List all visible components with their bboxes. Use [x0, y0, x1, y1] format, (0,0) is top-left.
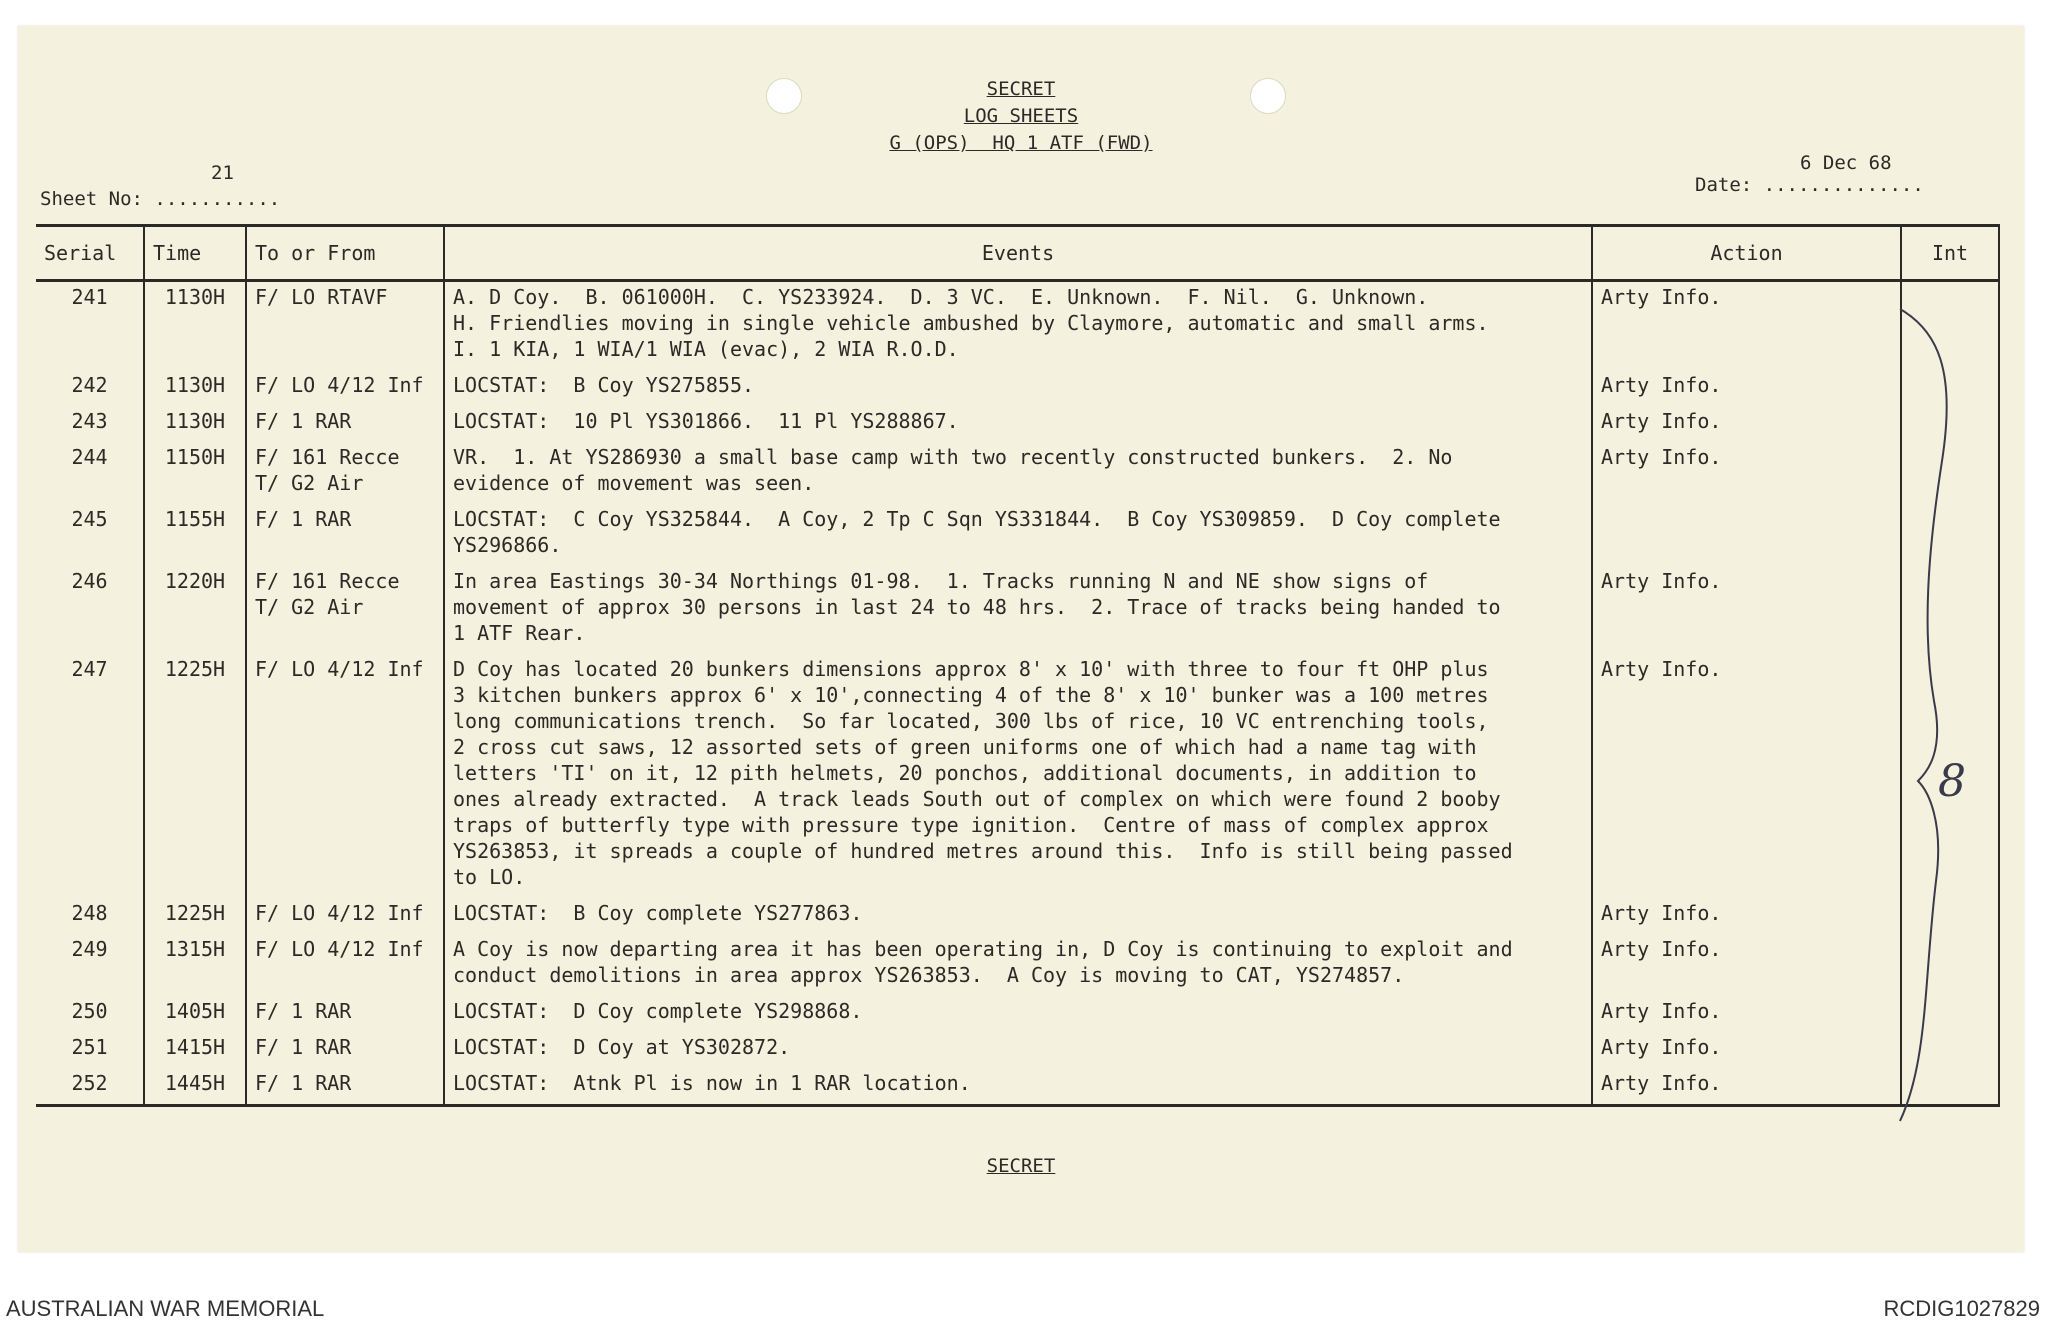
cell-events: LOCSTAT: B Coy complete YS277863.	[444, 898, 1592, 934]
cell-to-or-from: F/ LO 4/12 Inf	[246, 934, 444, 996]
cell-time: 1130H	[144, 281, 246, 371]
table-row	[36, 281, 1999, 371]
cell-action	[1592, 504, 1901, 566]
cell-events: A Coy is now departing area it has been operating in, D Coy is continuing to exploit and conduct demolitions in area approx YS263853. A Coy is moving to CAT, YS274857.	[444, 934, 1592, 996]
classification-footer: SECRET	[986, 1155, 1056, 1177]
date-value: 6 Dec 68	[1800, 152, 1892, 174]
cell-time: 1405H	[144, 996, 246, 1032]
cell-to-or-from: F/ 161 Recce T/ G2 Air	[246, 566, 444, 654]
cell-events: VR. 1. At YS286930 a small base camp with two recently constructed bunkers. 2. No evidence of movement was seen.	[444, 442, 1592, 504]
cell-serial: 251	[36, 1032, 144, 1068]
cell-int	[1901, 370, 1999, 406]
sheet-label: Sheet No:	[40, 188, 143, 210]
cell-to-or-from: F/ LO 4/12 Inf	[246, 370, 444, 406]
cell-int	[1901, 898, 1999, 934]
cell-serial: 248	[36, 898, 144, 934]
cell-action: Arty Info.	[1592, 442, 1901, 504]
cell-action: Arty Info.	[1592, 898, 1901, 934]
table-row	[36, 504, 1999, 566]
cell-action: Arty Info.	[1592, 566, 1901, 654]
cell-events: LOCSTAT: C Coy YS325844. A Coy, 2 Tp C Sqn YS331844. B Coy YS309859. D Coy complete YS296866.	[444, 504, 1592, 566]
cell-events: LOCSTAT: B Coy YS275855.	[444, 370, 1592, 406]
cell-events: In area Eastings 30-34 Northings 01-98. 1. Tracks running N and NE show signs of movement of approx 30 persons in last 24 to 48 hrs. 2. Trace of tracks being handed to 1 ATF Rear.	[444, 566, 1592, 654]
archive-strip	[0, 1292, 2048, 1329]
cell-int	[1901, 1032, 1999, 1068]
col-header-to-or-from: To or From	[246, 226, 444, 281]
cell-to-or-from: F/ LO RTAVF	[246, 281, 444, 371]
cell-to-or-from: F/ 1 RAR	[246, 504, 444, 566]
col-header-int: Int	[1901, 226, 1999, 281]
cell-action: Arty Info.	[1592, 934, 1901, 996]
col-header-serial: Serial	[36, 226, 144, 281]
table-row	[36, 1032, 1999, 1068]
cell-int	[1901, 1068, 1999, 1106]
cell-serial: 244	[36, 442, 144, 504]
cell-action: Arty Info.	[1592, 654, 1901, 898]
cell-to-or-from: F/ 1 RAR	[246, 1068, 444, 1106]
cell-int	[1901, 281, 1999, 371]
cell-to-or-from: F/ LO 4/12 Inf	[246, 654, 444, 898]
date-label-text: Date:	[1695, 174, 1753, 196]
col-header-action: Action	[1592, 226, 1901, 281]
unit-title: G (OPS) HQ 1 ATF (FWD)	[889, 132, 1153, 154]
date-label	[1695, 174, 1924, 196]
cell-action: Arty Info.	[1592, 996, 1901, 1032]
cell-int	[1901, 654, 1999, 898]
cell-action: Arty Info.	[1592, 406, 1901, 442]
cell-serial: 242	[36, 370, 144, 406]
log-table	[36, 224, 2000, 1107]
cell-serial: 243	[36, 406, 144, 442]
cell-action: Arty Info.	[1592, 281, 1901, 371]
int-handwritten-mark: 8	[1938, 756, 1966, 807]
cell-action: Arty Info.	[1592, 1068, 1901, 1106]
cell-events: A. D Coy. B. 061000H. C. YS233924. D. 3 VC. E. Unknown. F. Nil. G. Unknown. H. Friendlies moving in single vehicle ambushed by Claymore, automatic and small arms. I. 1 KIA, 1 WIA/1 WIA (evac), 2 WIA R.O.D.	[444, 281, 1592, 371]
archive-id: RCDIG1027829	[1883, 1296, 2040, 1321]
table-row	[36, 934, 1999, 996]
date-dots: ..............	[1763, 174, 1924, 196]
cell-int	[1901, 934, 1999, 996]
cell-events: LOCSTAT: Atnk Pl is now in 1 RAR location.	[444, 1068, 1592, 1106]
cell-to-or-from: F/ 161 Recce T/ G2 Air	[246, 442, 444, 504]
cell-events: LOCSTAT: D Coy complete YS298868.	[444, 996, 1592, 1032]
cell-action: Arty Info.	[1592, 370, 1901, 406]
cell-to-or-from: F/ LO 4/12 Inf	[246, 898, 444, 934]
cell-int	[1901, 442, 1999, 504]
cell-time: 1415H	[144, 1032, 246, 1068]
col-header-time: Time	[144, 226, 246, 281]
cell-time: 1130H	[144, 370, 246, 406]
cell-int	[1901, 996, 1999, 1032]
cell-to-or-from: F/ 1 RAR	[246, 996, 444, 1032]
cell-events: D Coy has located 20 bunkers dimensions approx 8' x 10' with three to four ft OHP plus 3 kitchen bunkers approx 6' x 10',connecting 4 of the 8' x 10' bunker was a 100 metres long communications trench. So far located, 300 lbs of rice, 10 VC entrenching tools, 2 cross cut saws, 12 assorted sets of green uniforms one of which had a name tag with letters 'TI' on it, 12 pith helmets, 20 ponchos, additional documents, in addition to ones already extracted. A track leads South out of complex on which were found 2 booby traps of butterfly type with pressure type ignition. Centre of mass of complex approx YS263853, it spreads a couple of hundred metres around this. Info is still being passed to LO.	[444, 654, 1592, 898]
cell-int	[1901, 504, 1999, 566]
sheet-dots: ...........	[154, 188, 281, 210]
cell-to-or-from: F/ 1 RAR	[246, 1032, 444, 1068]
cell-events: LOCSTAT: D Coy at YS302872.	[444, 1032, 1592, 1068]
col-header-events: Events	[444, 226, 1592, 281]
table-row	[36, 406, 1999, 442]
cell-time: 1225H	[144, 654, 246, 898]
sheet-number-value: 21	[211, 162, 234, 184]
sheet-title: LOG SHEETS	[963, 105, 1079, 127]
cell-int	[1901, 566, 1999, 654]
cell-serial: 246	[36, 566, 144, 654]
cell-time: 1315H	[144, 934, 246, 996]
cell-serial: 250	[36, 996, 144, 1032]
cell-serial: 249	[36, 934, 144, 996]
cell-time: 1225H	[144, 898, 246, 934]
table-header-row	[36, 226, 1999, 281]
archive-source: AUSTRALIAN WAR MEMORIAL	[6, 1296, 325, 1321]
classification-header: SECRET	[986, 78, 1056, 100]
cell-action: Arty Info.	[1592, 1032, 1901, 1068]
table-row	[36, 898, 1999, 934]
table-row	[36, 654, 1999, 898]
cell-time: 1130H	[144, 406, 246, 442]
cell-int	[1901, 406, 1999, 442]
sheet-number-label	[40, 188, 280, 210]
cell-serial: 241	[36, 281, 144, 371]
cell-time: 1220H	[144, 566, 246, 654]
cell-time: 1445H	[144, 1068, 246, 1106]
log-sheet-paper	[18, 26, 2024, 1252]
cell-serial: 252	[36, 1068, 144, 1106]
cell-to-or-from: F/ 1 RAR	[246, 406, 444, 442]
cell-time: 1155H	[144, 504, 246, 566]
table-row	[36, 442, 1999, 504]
table-row	[36, 996, 1999, 1032]
cell-time: 1150H	[144, 442, 246, 504]
cell-events: LOCSTAT: 10 Pl YS301866. 11 Pl YS288867.	[444, 406, 1592, 442]
table-row	[36, 370, 1999, 406]
table-row	[36, 1068, 1999, 1106]
table-row	[36, 566, 1999, 654]
cell-serial: 247	[36, 654, 144, 898]
cell-serial: 245	[36, 504, 144, 566]
